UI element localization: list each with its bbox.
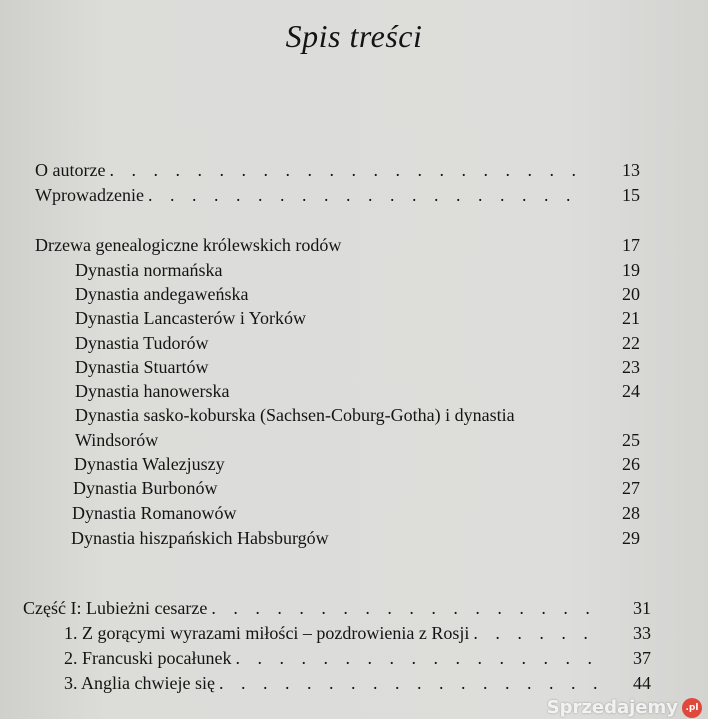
toc-entry (75, 258, 640, 282)
section-label: Drzewa genealogiczne królewskich rodów (35, 235, 342, 255)
toc-section (23, 596, 651, 620)
entry-page: 29 (622, 528, 640, 548)
toc-entry (35, 183, 640, 207)
entry-label: Dynastia Lancasterów i Yorków (75, 308, 306, 328)
entry-page: 21 (622, 308, 640, 328)
toc-entry (64, 646, 651, 670)
toc-entry (72, 501, 640, 525)
toc-entry (75, 331, 640, 355)
toc-entry (74, 452, 640, 476)
entry-page: 44 (633, 673, 651, 693)
toc-entry (71, 526, 640, 550)
toc-entry (73, 476, 640, 500)
entry-page: 27 (622, 478, 640, 498)
entry-label: Dynastia Walezjuszy (74, 454, 225, 474)
entry-page: 15 (622, 185, 640, 205)
toc-entry (64, 671, 651, 695)
entry-label: Dynastia sasko-koburska (Sachsen-Coburg-Gotha) i dynastia (75, 405, 515, 425)
entry-page: 19 (622, 260, 640, 280)
entry-label: Dynastia Tudorów (75, 333, 209, 353)
entry-page: 23 (622, 357, 640, 377)
entry-label: Dynastia hiszpańskich Habsburgów (71, 528, 329, 548)
toc-entry (75, 428, 640, 452)
watermark: Sprzedajemy (546, 697, 678, 718)
entry-label-continued: Windsorów (75, 430, 159, 450)
entry-page: 26 (622, 454, 640, 474)
entry-page: 22 (622, 333, 640, 353)
dot-leader (148, 183, 586, 207)
dot-leader (219, 671, 597, 695)
toc-entry (64, 621, 651, 645)
toc-entry (75, 282, 640, 306)
entry-label: Dynastia andegaweńska (75, 284, 249, 304)
toc-entry (35, 158, 640, 182)
entry-page: 31 (633, 598, 651, 618)
toc-entry (75, 379, 640, 403)
entry-page: 20 (622, 284, 640, 304)
entry-label: 2. Francuski pocałunek (64, 648, 232, 668)
entry-page: 37 (633, 648, 651, 668)
entry-label: Dynastia Romanowów (72, 503, 237, 523)
entry-label: Dynastia Burbonów (73, 478, 218, 498)
entry-page: 25 (622, 430, 640, 450)
dot-leader (473, 621, 597, 645)
entry-page: 17 (622, 235, 640, 255)
dot-leader (235, 646, 597, 670)
entry-page: 13 (622, 160, 640, 180)
entry-page: 33 (633, 623, 651, 643)
toc-entry (75, 355, 640, 379)
entry-label: O autorze (35, 160, 106, 180)
page-title: Spis treści (285, 18, 423, 54)
toc-section (35, 233, 640, 257)
entry-label: Wprowadzenie (35, 185, 144, 205)
entry-page: 28 (622, 503, 640, 523)
toc-entry (75, 306, 640, 330)
watermark-container (547, 697, 702, 719)
entry-label: Dynastia Stuartów (75, 357, 209, 377)
watermark-badge: .pl (682, 698, 702, 718)
dot-leader (109, 158, 586, 182)
entry-page: 24 (622, 381, 640, 401)
section-label: Część I: Lubieżni cesarze (23, 598, 208, 618)
entry-label: 1. Z gorącymi wyrazami miłości – pozdrowienia z Rosji (64, 623, 470, 643)
entry-label: Dynastia hanowerska (75, 381, 230, 401)
entry-label: 3. Anglia chwieje się (64, 673, 215, 693)
entry-label: Dynastia normańska (75, 260, 223, 280)
dot-leader (211, 596, 597, 620)
